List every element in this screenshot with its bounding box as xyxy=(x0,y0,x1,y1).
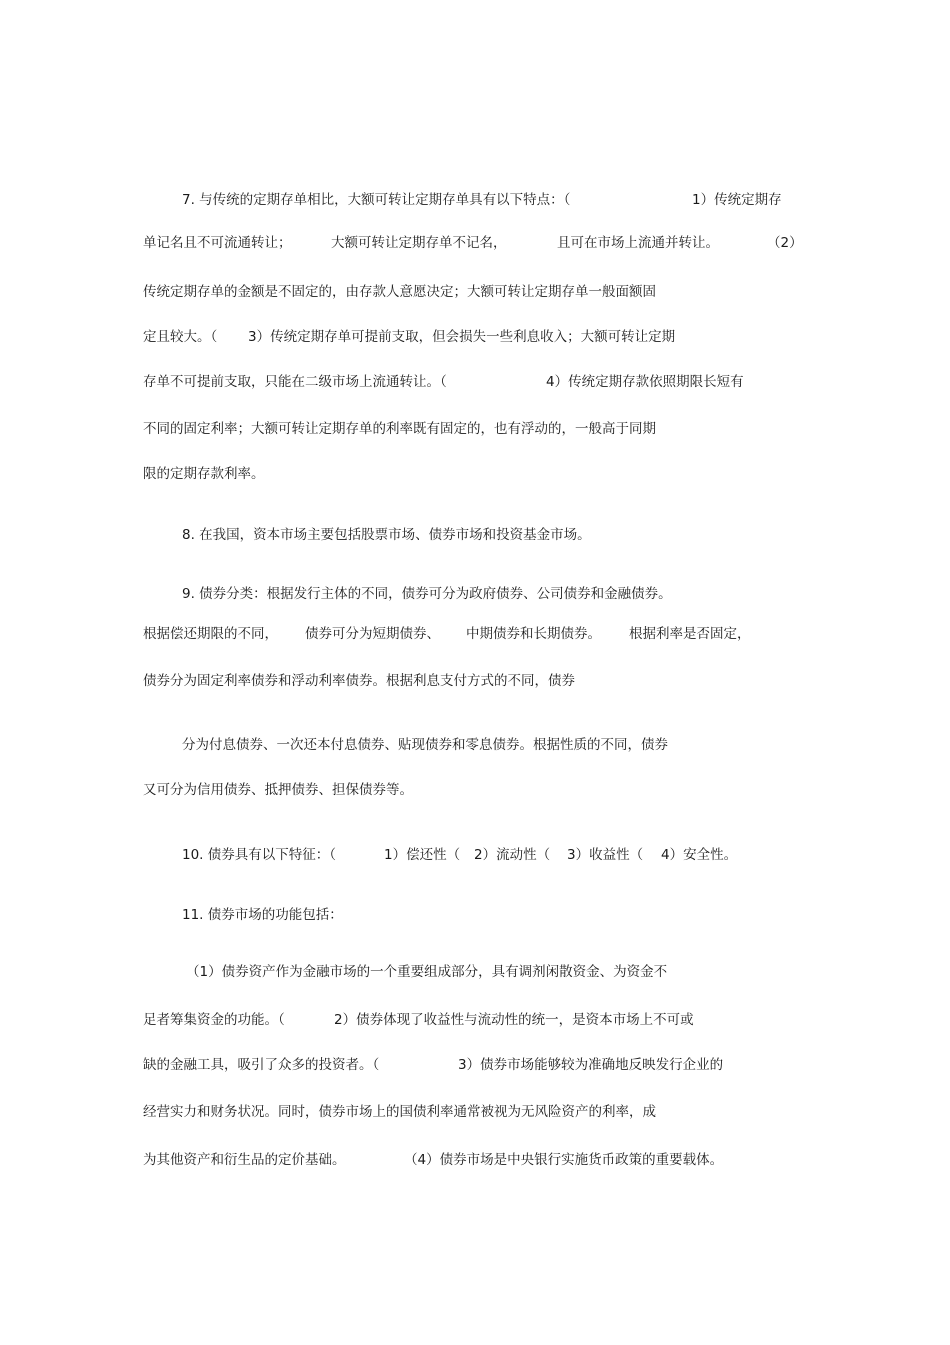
text-line: 9. 债券分类：根据发行主体的不同，债券可分为政府债券、公司债券和金融债券。 xyxy=(182,586,672,602)
text-line: 1）偿还性（ xyxy=(384,847,461,863)
text-line: 根据偿还期限的不同， xyxy=(143,626,278,642)
text-line: （4）债券市场是中央银行实施货币政策的重要载体。 xyxy=(404,1152,724,1168)
text-line: （2） xyxy=(767,235,803,251)
text-line: 1）传统定期存 xyxy=(692,192,782,208)
text-line: 4）传统定期存款依照期限长短有 xyxy=(546,374,744,390)
text-line: 足者筹集资金的功能。（ xyxy=(143,1012,285,1028)
text-line: 缺的金融工具，吸引了众多的投资者。（ xyxy=(143,1057,380,1073)
text-line: 3）传统定期存单可提前支取，但会损失一些利息收入；大额可转让定期 xyxy=(248,329,676,345)
text-line: 3）收益性（ xyxy=(567,847,644,863)
text-line: 分为付息债券、一次还本付息债券、贴现债券和零息债券。根据性质的不同，债券 xyxy=(182,737,668,753)
text-line: 债券分为固定利率债券和浮动利率债券。根据利息支付方式的不同，债券 xyxy=(143,673,575,689)
text-line: 中期债券和长期债券。 xyxy=(466,626,601,642)
text-line: 大额可转让定期存单不记名， xyxy=(331,235,507,251)
text-line: 11. 债券市场的功能包括： xyxy=(182,907,343,923)
text-line: 2）流动性（ xyxy=(474,847,551,863)
text-line: 又可分为信用债券、抵押债券、担保债券等。 xyxy=(143,782,413,798)
text-line: 10. 债券具有以下特征：（ xyxy=(182,847,337,863)
text-line: 且可在市场上流通并转让。 xyxy=(557,235,719,251)
text-line: 8. 在我国，资本市场主要包括股票市场、债券市场和投资基金市场。 xyxy=(182,527,591,543)
text-line: 不同的固定利率；大额可转让定期存单的利率既有固定的，也有浮动的，一般高于同期 xyxy=(143,421,656,437)
text-line: 经营实力和财务状况。同时，债券市场上的国债利率通常被视为无风险资产的利率，成 xyxy=(143,1104,656,1120)
text-line: 3）债券市场能够较为准确地反映发行企业的 xyxy=(458,1057,724,1073)
text-line: 债券可分为短期债券、 xyxy=(305,626,440,642)
text-line: 传统定期存单的金额是不固定的，由存款人意愿决定；大额可转让定期存单一般面额固 xyxy=(143,284,656,300)
text-line: 存单不可提前支取，只能在二级市场上流通转让。（ xyxy=(143,374,447,390)
text-line: 根据利率是否固定， xyxy=(629,626,751,642)
text-line: 为其他资产和衍生品的定价基础。 xyxy=(143,1152,346,1168)
text-line: 7. 与传统的定期存单相比，大额可转让定期存单具有以下特点：（ xyxy=(182,192,571,208)
text-line: 单记名且不可流通转让； xyxy=(143,235,292,251)
text-line: （1）债券资产作为金融市场的一个重要组成部分，具有调剂闲散资金、为资金不 xyxy=(186,964,668,980)
text-line: 定且较大。（ xyxy=(143,329,218,345)
text-line: 4）安全性。 xyxy=(661,847,738,863)
text-line: 限的定期存款利率。 xyxy=(143,466,265,482)
text-line: 2）债券体现了收益性与流动性的统一，是资本市场上不可或 xyxy=(334,1012,694,1028)
